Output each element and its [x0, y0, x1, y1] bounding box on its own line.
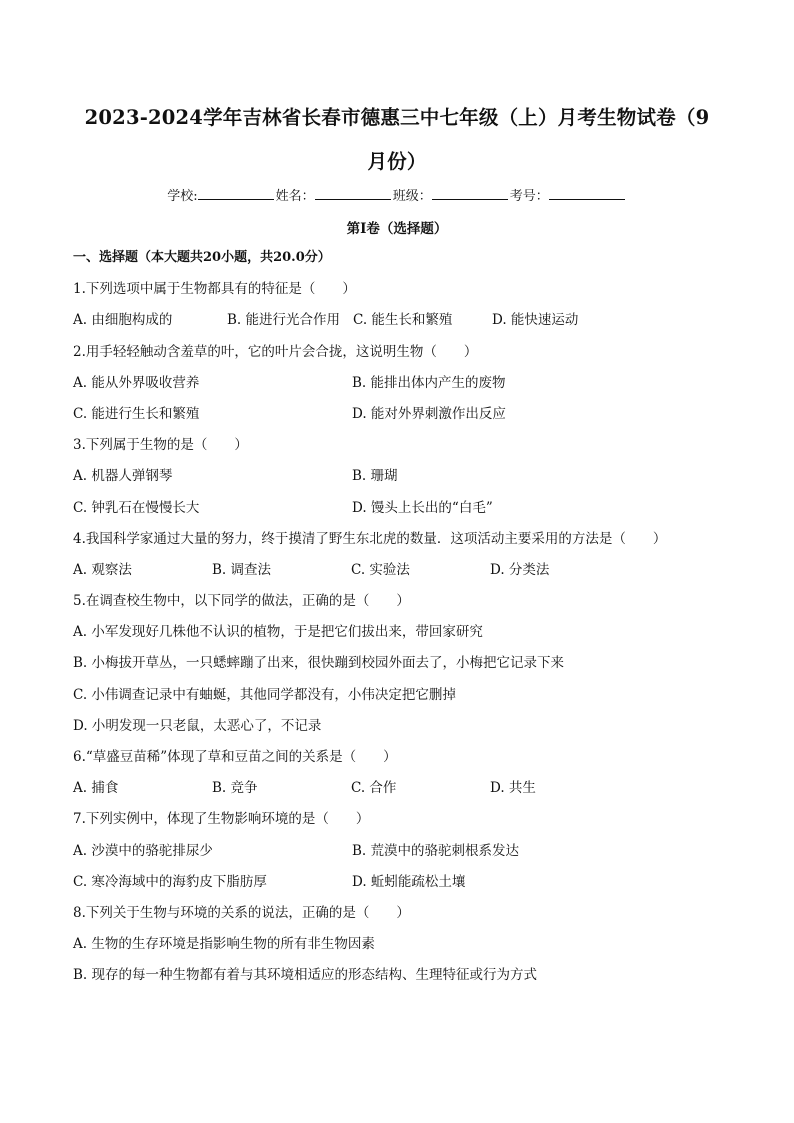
question-stem: 5.在调查校生物中，以下同学的做法，正确的是（ ）: [73, 593, 410, 610]
option-a: A. 由细胞构成的: [73, 312, 173, 329]
option-b: B. 珊瑚: [352, 468, 398, 485]
option-b: B. 现存的每一种生物都有着与其环境相适应的形态结构、生理特征或行为方式: [73, 967, 538, 984]
option-row: [73, 777, 733, 808]
option-b: B. 竞争: [212, 780, 258, 797]
option-row: [73, 497, 733, 528]
question-stem: 1.下列选项中属于生物都具有的特征是（ ）: [73, 281, 356, 298]
option-a: A. 沙漠中的骆驼排尿少: [73, 842, 213, 859]
volume-title: 第Ⅰ卷（选择题）: [346, 221, 448, 237]
question-stem: 3.下列属于生物的是（ ）: [73, 437, 248, 454]
option-d: D. 馒头上长出的“白毛”: [352, 499, 493, 516]
question-stem: 4.我国科学家通过大量的努力，终于摸清了野生东北虎的数量．这项活动主要采用的方法是（ ）: [73, 530, 667, 547]
question-stem: 7.下列实例中，体现了生物影响环境的是（ ）: [73, 811, 370, 828]
option-a: A. 捕食: [73, 780, 119, 797]
option-c: C. 小伟调查记录中有蚰蜒，其他同学都没有，小伟决定把它删掉: [73, 686, 456, 703]
option-row: [73, 309, 733, 340]
exam-title-line1: 2023-2024学年吉林省长春市德惠三中七年级（上）月考生物试卷（9: [84, 106, 710, 129]
question-stem: 8.下列关于生物与环境的关系的说法，正确的是（ ）: [73, 904, 410, 921]
exam-title-line2: 月份）: [367, 150, 427, 173]
school-label: 学校:: [167, 189, 198, 204]
option-b: B. 调查法: [212, 561, 272, 578]
option-a: A. 生物的生存环境是指影响生物的所有非生物因素: [73, 936, 375, 953]
option-row: [73, 403, 733, 434]
option-c: C. 能进行生长和繁殖: [73, 405, 200, 422]
school-blank: [198, 186, 274, 200]
class-blank: [432, 186, 508, 200]
class-label: 班级：: [392, 189, 432, 204]
option-row: [73, 871, 733, 902]
option-d: D. 共生: [490, 780, 536, 797]
option-d: D. 小明发现一只老鼠，太恶心了，不记录: [73, 717, 322, 734]
option-c: C. 钟乳石在慢慢长大: [73, 499, 200, 516]
option-d: D. 能快速运动: [492, 312, 579, 329]
section-heading: 一、选择题（本大题共20小题，共20.0分）: [73, 250, 331, 265]
name-label: 姓名：: [275, 189, 315, 204]
number-label: 考号：: [509, 189, 549, 204]
option-b: B. 能进行光合作用: [227, 312, 341, 329]
option-b: B. 小梅拔开草丛，一只蟋蟀蹦了出来，很快蹦到校园外面去了，小梅把它记录下来: [73, 655, 565, 672]
option-b: B. 荒漠中的骆驼刺根系发达: [352, 842, 520, 859]
student-info-row: [0, 186, 794, 207]
option-c: C. 寒冷海域中的海豹皮下脂肪厚: [73, 873, 267, 890]
option-a: A. 能从外界吸收营养: [73, 374, 200, 391]
option-row: [73, 840, 733, 871]
option-row: [73, 559, 733, 590]
option-c: C. 能生长和繁殖: [353, 312, 453, 329]
option-c: C. 合作: [351, 780, 397, 797]
option-a: A. 小军发现好几株他不认识的植物，于是把它们拔出来，带回家研究: [73, 624, 483, 641]
question-stem: 6.“草盛豆苗稀”体现了草和豆苗之间的关系是（ ）: [73, 749, 397, 765]
question-list: [73, 247, 733, 996]
option-d: D. 蚯蚓能疏松土壤: [352, 873, 466, 890]
name-blank: [315, 186, 391, 200]
option-a: A. 机器人弹钢琴: [73, 468, 173, 485]
number-blank: [549, 186, 625, 200]
exam-title: [60, 96, 734, 184]
option-d: D. 分类法: [490, 561, 550, 578]
option-row: [73, 372, 733, 403]
option-a: A. 观察法: [73, 561, 132, 578]
option-c: C. 实验法: [351, 561, 410, 578]
option-d: D. 能对外界刺激作出反应: [352, 405, 506, 422]
option-b: B. 能排出体内产生的废物: [352, 374, 506, 391]
option-row: [73, 465, 733, 496]
question-stem: 2.用手轻轻触动含羞草的叶，它的叶片会合拢，这说明生物（ ）: [73, 343, 478, 360]
